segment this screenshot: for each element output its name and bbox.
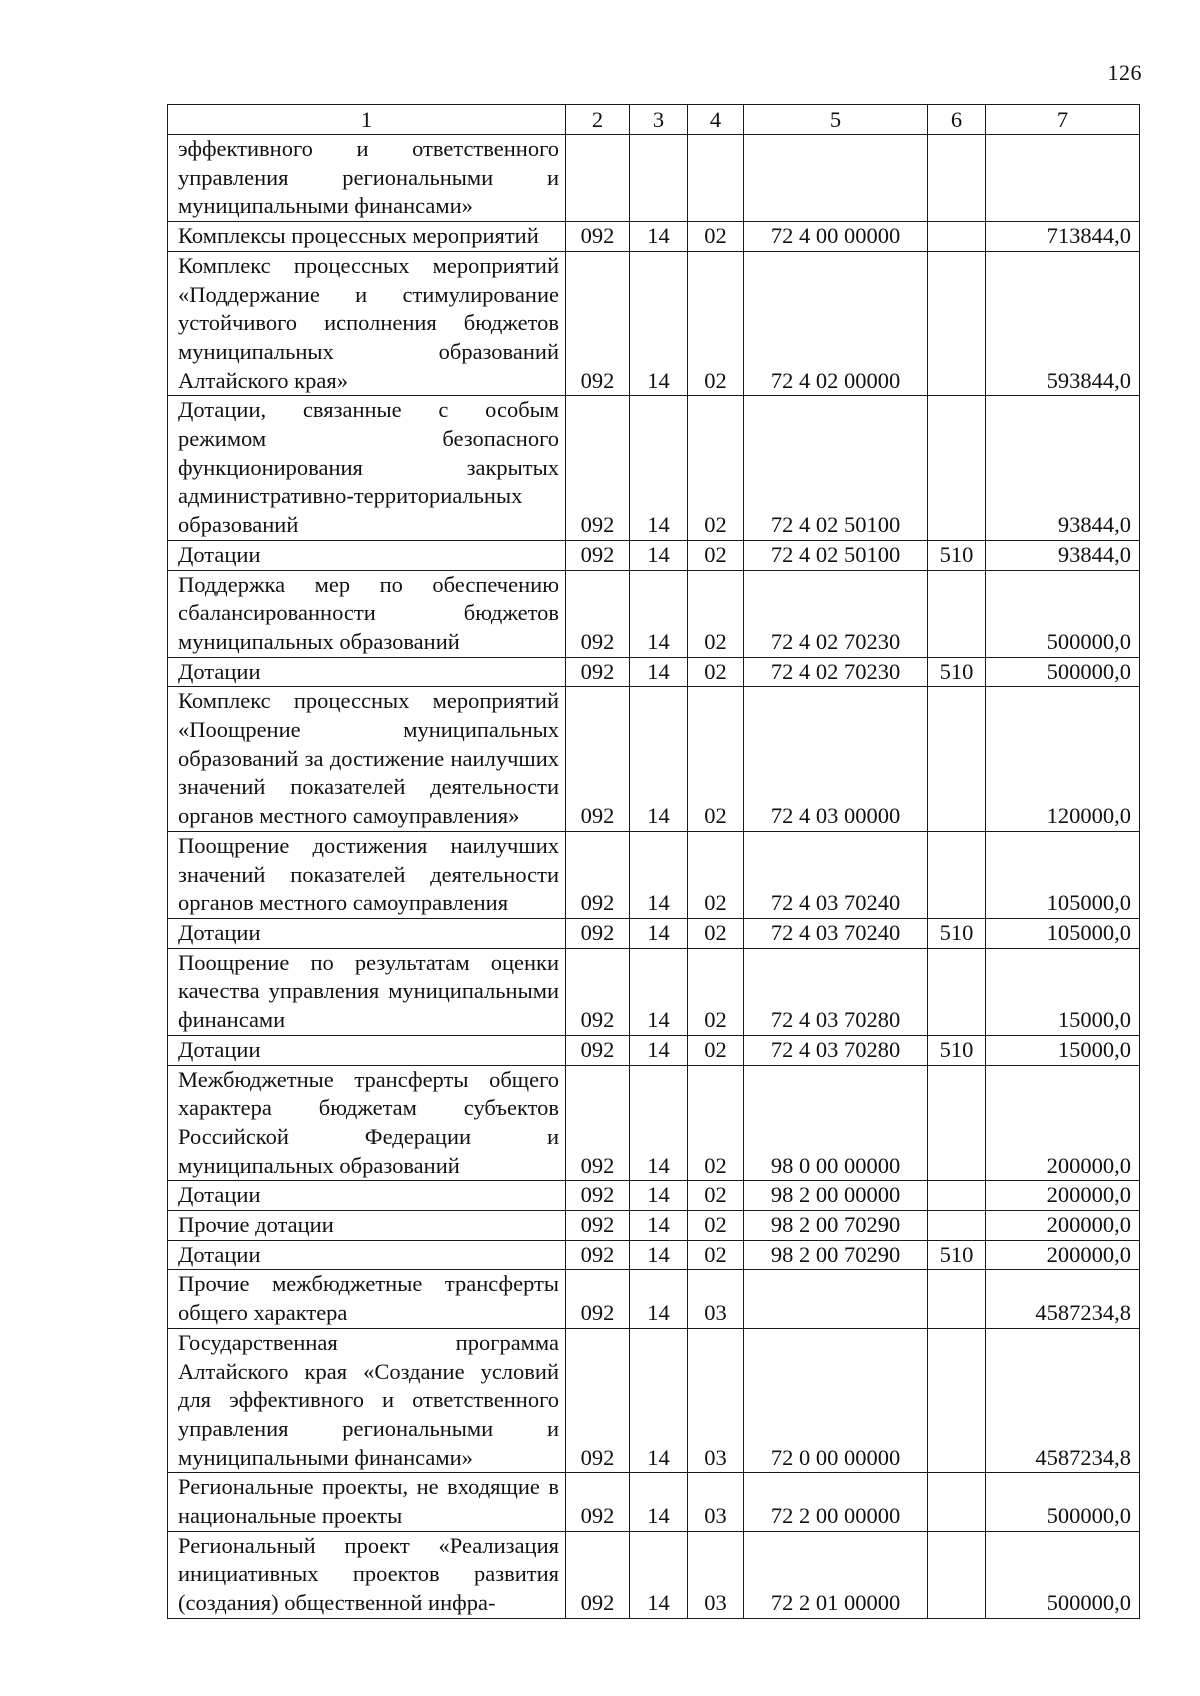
amount-cell: 120000,0 (986, 687, 1140, 832)
amount-cell: 15000,0 (986, 1035, 1140, 1065)
section-cell: 14 (630, 1473, 688, 1531)
amount-cell: 500000,0 (986, 570, 1140, 657)
admin-code-cell: 092 (566, 948, 630, 1035)
table-header-row (168, 105, 1140, 135)
admin-code-cell: 092 (566, 1240, 630, 1270)
section-cell: 14 (630, 657, 688, 687)
section-cell: 14 (630, 540, 688, 570)
subsection-cell: 03 (688, 1270, 744, 1328)
amount-cell: 4587234,8 (986, 1328, 1140, 1473)
target-article-cell: 72 4 02 50100 (744, 540, 928, 570)
table-row (168, 1328, 1140, 1473)
target-article-cell: 98 0 00 00000 (744, 1065, 928, 1181)
admin-code-cell: 092 (566, 1531, 630, 1618)
column-header: 5 (744, 105, 928, 135)
table-row (168, 1065, 1140, 1181)
section-cell: 14 (630, 1181, 688, 1211)
row-name-cell: Прочие дотации (168, 1211, 566, 1241)
amount-cell: 15000,0 (986, 948, 1140, 1035)
row-name-cell: Дотации, связанные с особым режимом безопасного функционирования закрытых административно-территориальных образований (168, 396, 566, 541)
table-row (168, 687, 1140, 832)
admin-code-cell: 092 (566, 540, 630, 570)
expense-type-cell (928, 1211, 986, 1241)
section-cell: 14 (630, 687, 688, 832)
target-article-cell: 98 2 00 70290 (744, 1211, 928, 1241)
expense-type-cell: 510 (928, 1035, 986, 1065)
expense-type-cell: 510 (928, 657, 986, 687)
table-row (168, 1473, 1140, 1531)
row-name-cell: Государственная программа Алтайского края «Создание условий для эффективного и ответственного управления региональными и муниципальными финансами» (168, 1328, 566, 1473)
admin-code-cell: 092 (566, 1270, 630, 1328)
table-row (168, 1531, 1140, 1618)
target-article-cell: 72 4 03 70240 (744, 831, 928, 918)
target-article-cell: 72 4 03 00000 (744, 687, 928, 832)
target-article-cell: 72 4 03 70280 (744, 1035, 928, 1065)
subsection-cell: 02 (688, 222, 744, 252)
amount-cell (986, 135, 1140, 222)
subsection-cell: 02 (688, 396, 744, 541)
row-name-cell: эффективного и ответственного управления региональными и муниципальными финансами» (168, 135, 566, 222)
admin-code-cell: 092 (566, 687, 630, 832)
subsection-cell: 03 (688, 1473, 744, 1531)
subsection-cell: 02 (688, 1240, 744, 1270)
row-name-cell: Комплекс процессных мероприятий «Поощрение муниципальных образований за достижение наилучших значений показателей деятельности органов местного самоуправления» (168, 687, 566, 832)
subsection-cell: 02 (688, 251, 744, 396)
amount-cell: 200000,0 (986, 1211, 1140, 1241)
column-header: 7 (986, 105, 1140, 135)
amount-cell: 200000,0 (986, 1181, 1140, 1211)
section-cell: 14 (630, 222, 688, 252)
table-row (168, 831, 1140, 918)
column-header: 3 (630, 105, 688, 135)
row-name-cell: Региональные проекты, не входящие в национальные проекты (168, 1473, 566, 1531)
target-article-cell: 72 4 02 70230 (744, 657, 928, 687)
row-name-cell: Дотации (168, 1035, 566, 1065)
amount-cell: 500000,0 (986, 1473, 1140, 1531)
row-name-cell: Дотации (168, 1181, 566, 1211)
table-row (168, 1035, 1140, 1065)
expense-type-cell (928, 1531, 986, 1618)
row-name-cell: Комплекс процессных мероприятий «Поддержание и стимулирование устойчивого исполнения бюджетов муниципальных образований Алтайского края» (168, 251, 566, 396)
row-name-cell: Прочие межбюджетные трансферты общего характера (168, 1270, 566, 1328)
table-row (168, 251, 1140, 396)
subsection-cell: 03 (688, 1328, 744, 1473)
expense-type-cell (928, 135, 986, 222)
subsection-cell: 02 (688, 1181, 744, 1211)
admin-code-cell: 092 (566, 1065, 630, 1181)
target-article-cell: 98 2 00 70290 (744, 1240, 928, 1270)
subsection-cell: 02 (688, 1065, 744, 1181)
amount-cell: 200000,0 (986, 1065, 1140, 1181)
target-article-cell: 72 4 02 00000 (744, 251, 928, 396)
table-row (168, 540, 1140, 570)
target-article-cell: 72 2 00 00000 (744, 1473, 928, 1531)
target-article-cell: 72 4 03 70280 (744, 948, 928, 1035)
admin-code-cell: 092 (566, 1328, 630, 1473)
row-name-cell: Дотации (168, 540, 566, 570)
target-article-cell: 72 4 03 70240 (744, 918, 928, 948)
table-row (168, 570, 1140, 657)
admin-code-cell: 092 (566, 570, 630, 657)
expense-type-cell (928, 396, 986, 541)
section-cell: 14 (630, 1328, 688, 1473)
column-header: 6 (928, 105, 986, 135)
section-cell: 14 (630, 1270, 688, 1328)
target-article-cell: 72 0 00 00000 (744, 1328, 928, 1473)
table-row (168, 1211, 1140, 1241)
row-name-cell: Комплексы процессных мероприятий (168, 222, 566, 252)
target-article-cell (744, 135, 928, 222)
amount-cell: 4587234,8 (986, 1270, 1140, 1328)
amount-cell: 593844,0 (986, 251, 1140, 396)
section-cell: 14 (630, 948, 688, 1035)
subsection-cell: 02 (688, 948, 744, 1035)
admin-code-cell: 092 (566, 396, 630, 541)
row-name-cell: Поощрение достижения наилучших значений показателей деятельности органов местного самоуправления (168, 831, 566, 918)
expense-type-cell (928, 1473, 986, 1531)
expense-type-cell: 510 (928, 540, 986, 570)
column-header: 1 (168, 105, 566, 135)
table-row (168, 396, 1140, 541)
page-number: 126 (1107, 60, 1142, 85)
amount-cell: 93844,0 (986, 540, 1140, 570)
admin-code-cell: 092 (566, 1473, 630, 1531)
table-row (168, 657, 1140, 687)
admin-code-cell: 092 (566, 657, 630, 687)
expense-type-cell (928, 831, 986, 918)
subsection-cell: 02 (688, 687, 744, 832)
target-article-cell (744, 1270, 928, 1328)
table-row (168, 135, 1140, 222)
admin-code-cell: 092 (566, 918, 630, 948)
admin-code-cell: 092 (566, 222, 630, 252)
subsection-cell: 02 (688, 1211, 744, 1241)
section-cell: 14 (630, 1035, 688, 1065)
row-name-cell: Дотации (168, 657, 566, 687)
amount-cell: 500000,0 (986, 1531, 1140, 1618)
table-row (168, 222, 1140, 252)
section-cell: 14 (630, 918, 688, 948)
table-body (168, 135, 1140, 1619)
section-cell: 14 (630, 1531, 688, 1618)
table-row (168, 1270, 1140, 1328)
amount-cell: 93844,0 (986, 396, 1140, 541)
section-cell: 14 (630, 251, 688, 396)
target-article-cell: 98 2 00 00000 (744, 1181, 928, 1211)
expense-type-cell: 510 (928, 918, 986, 948)
column-header: 4 (688, 105, 744, 135)
expense-type-cell (928, 1328, 986, 1473)
subsection-cell: 02 (688, 831, 744, 918)
subsection-cell: 03 (688, 1531, 744, 1618)
amount-cell: 105000,0 (986, 918, 1140, 948)
expense-type-cell (928, 1065, 986, 1181)
target-article-cell: 72 4 02 50100 (744, 396, 928, 541)
expense-type-cell (928, 251, 986, 396)
admin-code-cell (566, 135, 630, 222)
expense-type-cell (928, 1181, 986, 1211)
admin-code-cell: 092 (566, 1035, 630, 1065)
amount-cell: 105000,0 (986, 831, 1140, 918)
subsection-cell (688, 135, 744, 222)
amount-cell: 713844,0 (986, 222, 1140, 252)
expense-type-cell (928, 222, 986, 252)
table-row (168, 948, 1140, 1035)
expense-type-cell (928, 570, 986, 657)
expense-type-cell (928, 1270, 986, 1328)
column-header: 2 (566, 105, 630, 135)
expense-type-cell: 510 (928, 1240, 986, 1270)
section-cell: 14 (630, 1240, 688, 1270)
admin-code-cell: 092 (566, 1211, 630, 1241)
table-row (168, 918, 1140, 948)
table-row (168, 1240, 1140, 1270)
subsection-cell: 02 (688, 540, 744, 570)
expense-type-cell (928, 948, 986, 1035)
amount-cell: 500000,0 (986, 657, 1140, 687)
admin-code-cell: 092 (566, 1181, 630, 1211)
subsection-cell: 02 (688, 570, 744, 657)
row-name-cell: Межбюджетные трансферты общего характера бюджетам субъектов Российской Федерации и муниципальных образований (168, 1065, 566, 1181)
target-article-cell: 72 2 01 00000 (744, 1531, 928, 1618)
row-name-cell: Поощрение по результатам оценки качества управления муниципальными финансами (168, 948, 566, 1035)
section-cell: 14 (630, 831, 688, 918)
row-name-cell: Поддержка мер по обеспечению сбалансированности бюджетов муниципальных образований (168, 570, 566, 657)
amount-cell: 200000,0 (986, 1240, 1140, 1270)
subsection-cell: 02 (688, 657, 744, 687)
section-cell: 14 (630, 1065, 688, 1181)
section-cell: 14 (630, 1211, 688, 1241)
row-name-cell: Региональный проект «Реализация инициативных проектов развития (создания) общественной инфра- (168, 1531, 566, 1618)
section-cell: 14 (630, 396, 688, 541)
row-name-cell: Дотации (168, 918, 566, 948)
subsection-cell: 02 (688, 1035, 744, 1065)
budget-table (167, 104, 1140, 1619)
admin-code-cell: 092 (566, 831, 630, 918)
admin-code-cell: 092 (566, 251, 630, 396)
target-article-cell: 72 4 02 70230 (744, 570, 928, 657)
table-row (168, 1181, 1140, 1211)
expense-type-cell (928, 687, 986, 832)
target-article-cell: 72 4 00 00000 (744, 222, 928, 252)
section-cell (630, 135, 688, 222)
section-cell: 14 (630, 570, 688, 657)
subsection-cell: 02 (688, 918, 744, 948)
row-name-cell: Дотации (168, 1240, 566, 1270)
